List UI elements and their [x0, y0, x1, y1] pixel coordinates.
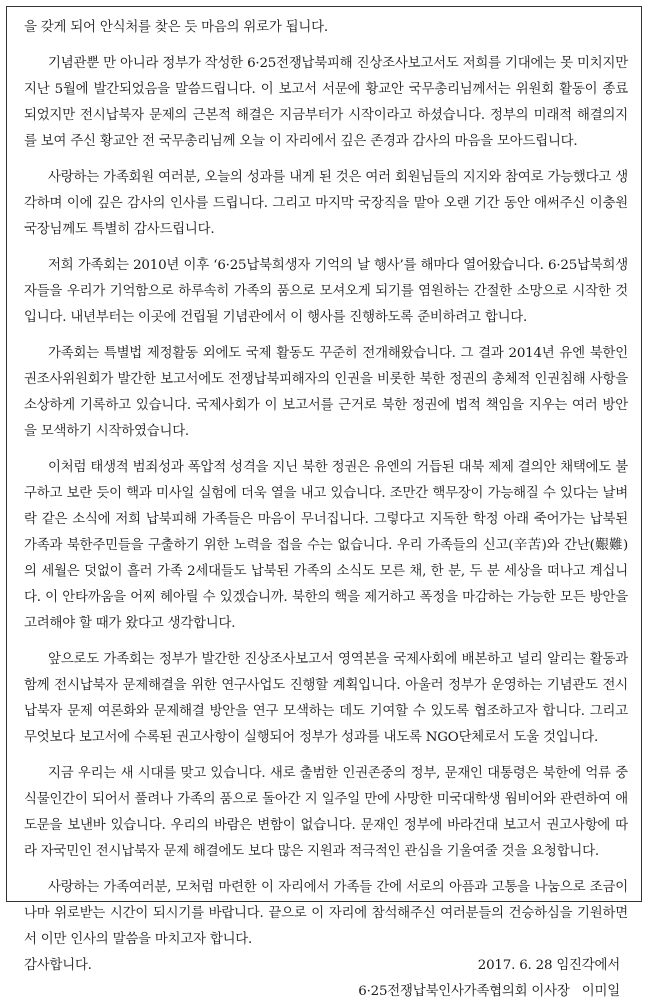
- paragraph: 기념관뿐 만 아니라 정부가 작성한 6·25전쟁납북피해 진상조사보고서도 저희를 기대에는 못 미치지만 지난 5월에 발간되었음을 말씀드립니다. 이 보고서 서문에 황교안 국무총리님께서는 위원회 활동이 종료되었지만 전시납북자 문제의 근본적 해결은 지금부터가 시작이라고 하셨습니다. 정부의 미래적 해결의지를 보여 주신 황교안 전 국무총리님께 오늘 이 자리에서 깊은 존경과 감사의 마음을 모아드립니다.: [24, 56, 628, 149]
- paragraph: 사랑하는 가족회원 여러분, 오늘의 성과를 내게 된 것은 여러 회원님들의 지지와 참여로 가능했다고 생각하며 이에 깊은 감사의 인사를 드립니다. 그리고 마지막 국장직을 맡아 오랜 기간 동안 애써주신 이충원 국장님께도 특별히 감사드립니다.: [24, 170, 628, 237]
- signature: 6·25전쟁납북인사가족협의회 이사장 이미일: [358, 984, 620, 999]
- paragraph: 이처럼 태생적 범죄성과 폭압적 성격을 지닌 북한 정권은 유엔의 거듭된 대북 제제 결의안 채택에도 불구하고 보란 듯이 핵과 미사일 실험에 더욱 열을 내고 있습니다. 조만간 핵무장이 가능해질 수 있다는 날벼락 같은 소식에 저희 납북피해 가족들은 마음이 무너집니다. 그렇다고 지독한 학정 아래 죽어가는 납북된 가족과 북한주민들을 구출하기 위한 노력을 접을 수는 없습니다. 우리 가족들의 신고(辛苦)와 간난(艱難)의 세월은 덧없이 흘러 가족 2세대들도 납북된 가족의 소식도 모른 채, 한 분, 두 분 세상을 떠나고 계십니다. 이 안타까움을 어찌 헤아릴 수 있겠습니까. 북한의 핵을 제거하고 폭정을 마감하는 가능한 모든 방안을 고려해야 할 때가 왔다고 생각합니다.: [24, 460, 628, 631]
- paragraph: 을 갖게 되어 안식처를 찾은 듯 마음의 위로가 됩니다.: [24, 20, 328, 35]
- paragraph: 사랑하는 가족여러분, 모처럼 마련한 이 자리에서 가족들 간에 서로의 아픔과 고통을 나눔으로 조금이나마 위로받는 시간이 되시기를 바랍니다. 끝으로 이 자리에 참석해주신 여러분들의 건승하심을 기원하면서 이만 인사의 말씀을 마치고자 합니다.: [24, 880, 628, 947]
- paragraph: 저희 가족회는 2010년 이후 ‘6·25납북희생자 기억의 날 행사’를 해마다 열어왔습니다. 6·25납북희생자들을 우리가 기억함으로 하루속히 가족의 품으로 모셔오게 되기를 염원하는 간절한 소망으로 시작한 것입니다. 내년부터는 이곳에 건립될 기념관에서 이 행사를 진행하도록 준비하려고 합니다.: [24, 258, 628, 325]
- paragraph: 지금 우리는 새 시대를 맞고 있습니다. 새로 출범한 인권존중의 정부, 문재인 대통령은 북한에 억류 중 식물인간이 되어서 풀려나 가족의 품으로 돌아간 지 일주일 만에 사망한 미국대학생 웜비어와 관련하여 애도문을 보낸바 있습니다. 우리의 바람은 변함이 없습니다. 문재인 정부에 바라건대 보고서 권고사항에 따라 자국민인 전시납북자 문제 해결에도 보다 많은 지원과 적극적인 관심을 기울여줄 것을 요청합니다.: [24, 766, 628, 859]
- document-body: [24, 15, 628, 1005]
- closing-line: [24, 953, 628, 979]
- date-place: 2017. 6. 28 임진각에서: [477, 958, 620, 973]
- paragraph: 앞으로도 가족회는 정부가 발간한 진상조사보고서 영역본을 국제사회에 배본하고 널리 알리는 활동과 함께 전시납북자 문제해결을 위한 연구사업도 진행할 계획입니다. 아울러 정부가 운영하는 기념관도 전시납북자 문제 여론화와 문제해결 방안을 연구 모색하는 데도 기여할 수 있도록 협조하고자 합니다. 그리고 무엇보다 보고서에 수록된 권고사항이 실행되어 정부가 성과를 내도록 NGO단체로서 도울 것입니다.: [24, 652, 628, 745]
- closing-thanks: 감사합니다.: [24, 958, 92, 973]
- document-page: [6, 6, 642, 999]
- paragraph: 가족회는 특별법 제정활동 외에도 국제 활동도 꾸준히 전개해왔습니다. 그 결과 2014년 유엔 북한인권조사위원회가 발간한 보고서에도 전쟁납북피해자의 인권을 비롯한 북한 정권의 총체적 인권침해 사항을 소상하게 기록하고 있습니다. 국제사회가 이 보고서를 근거로 북한 정권에 법적 책임을 지우는 여러 방안을 모색하기 시작하였습니다.: [24, 346, 628, 439]
